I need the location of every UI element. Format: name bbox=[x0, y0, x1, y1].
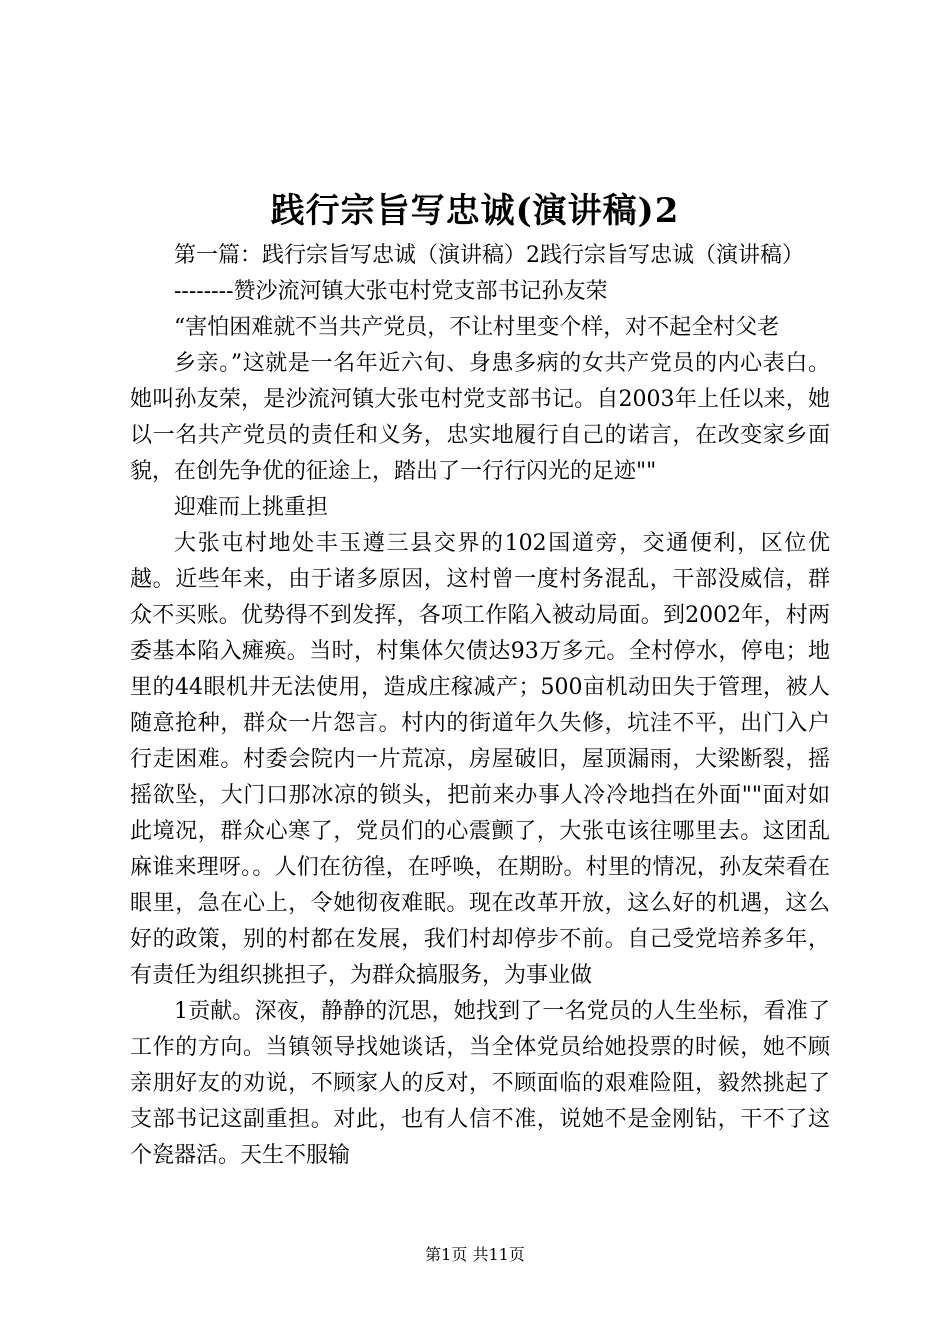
paragraph-quote: “害怕困难就不当共产党员，不让村里变个样，对不起全村父老 bbox=[174, 315, 780, 340]
paragraph-intro: 乡亲。”这就是一名年近六旬、身患多病的女共产党员的内心表白。她叫孙友荣，是沙流河镇大张屯村党支部书记。自2003年上任以来，她以一名共产党员的责任和义务，忠实地履行自己的诺言，在改变家乡面貌，在创先争优的征途上，踏出了一行行闪光的足迹"" bbox=[130, 351, 830, 484]
document-title: 践行宗旨写忠诚(演讲稿)2 bbox=[270, 191, 680, 231]
paragraph-background: 大张屯村地处丰玉遵三县交界的102国道旁，交通便利，区位优越。近些年来，由于诸多原因，这村曾一度村务混乱，干部没威信，群众不买账。优势得不到发挥，各项工作陷入被动局面。到2002年，村两委基本陷入瘫痪。当时，村集体欠债达93万多元。全村停水，停电；地里的44眼机井无法使用，造成庄稼减产；500亩机动田失于管理，被人随意抢种，群众一片怨言。村内的街道年久失修，坑洼不平，出门入户行走困难。村委会院内一片荒凉，房屋破旧，屋顶漏雨，大梁断裂，摇摇欲坠，大门口那冰凉的锁头，把前来办事人冷冷地挡在外面""面对如此境况，群众心寒了，党员们的心震颤了，大张屯该往哪里去。这团乱麻谁来理呀。。人们在彷徨，在呼唤，在期盼。村里的情况，孙友荣看在眼里，急在心上，令她彻夜难眠。现在改革开放，这么好的机遇，这么好的政策，别的村都在发展，我们村却停步不前。自己受党培养多年，有责任为组织挑担子，为群众搞服务，为事业做 bbox=[130, 531, 830, 988]
document-body bbox=[130, 238, 830, 1174]
section-heading: 迎难而上挑重担 bbox=[174, 495, 329, 520]
paragraph-subtitle: --------赞沙流河镇大张屯村党支部书记孙友荣 bbox=[174, 279, 608, 304]
paragraph-contribution: 1贡献。深夜，静静的沉思，她找到了一名党员的人生坐标，看准了工作的方向。当镇领导找她谈话，当全体党员给她投票的时候，她不顾亲朋好友的劝说，不顾家人的反对，不顾面临的艰难险阻，毅然挑起了支部书记这副重担。对此，也有人信不准，说她不是金刚钻，干不了这个瓷器活。天生不服输 bbox=[130, 999, 830, 1168]
page-number: 第1页 共11页 bbox=[425, 1245, 525, 1264]
paragraph-heading-line: 第一篇：践行宗旨写忠诚（演讲稿）2践行宗旨写忠诚（演讲稿） bbox=[174, 243, 804, 268]
